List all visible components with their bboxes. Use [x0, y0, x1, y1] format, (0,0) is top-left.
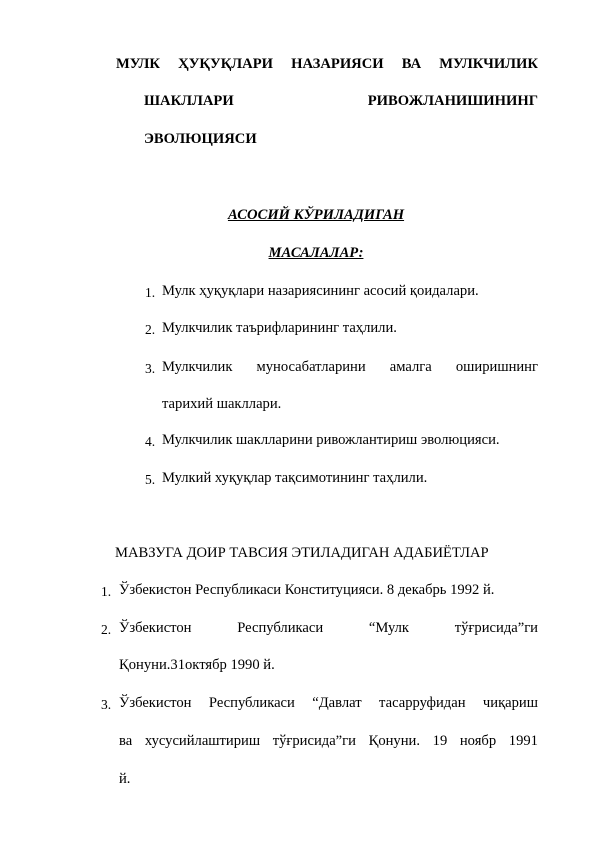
reference-word: тасарруфидан	[379, 695, 466, 711]
title-word: ҲУҚУҚЛАРИ	[178, 56, 273, 72]
issue-number: 5.	[145, 472, 156, 487]
reference-word: 19	[432, 733, 448, 749]
issue-number: 3.	[145, 361, 156, 376]
reference-word: Республикаси	[208, 695, 295, 711]
issue-word: амалга	[389, 359, 432, 375]
title-word: МУЛК	[116, 56, 161, 72]
title-word: РИВОЖЛАНИШИНИНГ	[367, 93, 538, 109]
issue-item: Мулкий хуқуқлар тақсимотининг таҳлили.	[162, 470, 428, 486]
issue-word: Мулкчилик	[162, 359, 233, 375]
reference-item	[119, 620, 538, 637]
reference-number: 1.	[101, 584, 112, 599]
reference-word: “Мулк	[368, 620, 410, 636]
reference-item-line-2	[119, 733, 538, 750]
reference-word: тўғрисида”ги	[454, 620, 538, 636]
reference-word: Ўзбекистон	[119, 695, 192, 711]
subtitle-line-2: МАСАЛАЛАР:	[268, 245, 364, 261]
reference-item-continuation: й.	[119, 771, 131, 787]
issue-item: Мулк ҳуқуқлари назариясининг асосий қоидалари.	[162, 283, 479, 299]
issue-item: Мулкчилик шаклларини ривожлантириш эволюцияси.	[162, 432, 500, 448]
reference-item: Ўзбекистон Республикаси Конституцияси. 8 декабрь 1992 й.	[119, 582, 495, 598]
title-word: ВА	[401, 56, 422, 72]
reference-number: 3.	[101, 697, 112, 712]
issue-item: Мулкчилик таърифларининг таҳлили.	[162, 320, 397, 336]
reference-word: чиқариш	[482, 695, 538, 711]
reference-word: 1991	[508, 733, 538, 749]
issue-word: оширишнинг	[455, 359, 538, 375]
title-word: НАЗАРИЯСИ	[291, 56, 384, 72]
title-word: ШАКЛЛАРИ	[144, 93, 234, 109]
reference-word: ноябр	[459, 733, 497, 749]
issue-number: 2.	[145, 322, 156, 337]
title-word: МУЛКЧИЛИК	[439, 56, 538, 72]
reference-item	[119, 695, 538, 712]
issue-number: 1.	[145, 285, 156, 300]
issue-item-continuation: тарихий шакллари.	[162, 396, 282, 412]
reference-word: хусусийлаштириш	[144, 733, 261, 749]
reference-number: 2.	[101, 622, 112, 637]
references-heading: МАВЗУГА ДОИР ТАВСИЯ ЭТИЛАДИГАН АДАБИЁТЛАР	[115, 545, 489, 561]
reference-word: Қонуни.	[368, 733, 420, 749]
title-line-2	[144, 93, 538, 110]
subtitle-line-1: АСОСИЙ КЎРИЛАДИГАН	[227, 207, 405, 223]
title-line-1	[116, 56, 538, 73]
title-line-3: ЭВОЛЮЦИЯСИ	[144, 131, 257, 147]
issue-number: 4.	[145, 434, 156, 449]
reference-word: “Давлат	[312, 695, 362, 711]
reference-word: тўғрисида”ги	[272, 733, 356, 749]
reference-word: Республикаси	[237, 620, 324, 636]
issue-item	[162, 359, 538, 376]
reference-item-continuation: Қонуни.31октябр 1990 й.	[119, 657, 275, 673]
reference-word: Ўзбекистон	[119, 620, 192, 636]
reference-word: ва	[119, 733, 133, 749]
issue-word: муносабатларини	[256, 359, 366, 375]
